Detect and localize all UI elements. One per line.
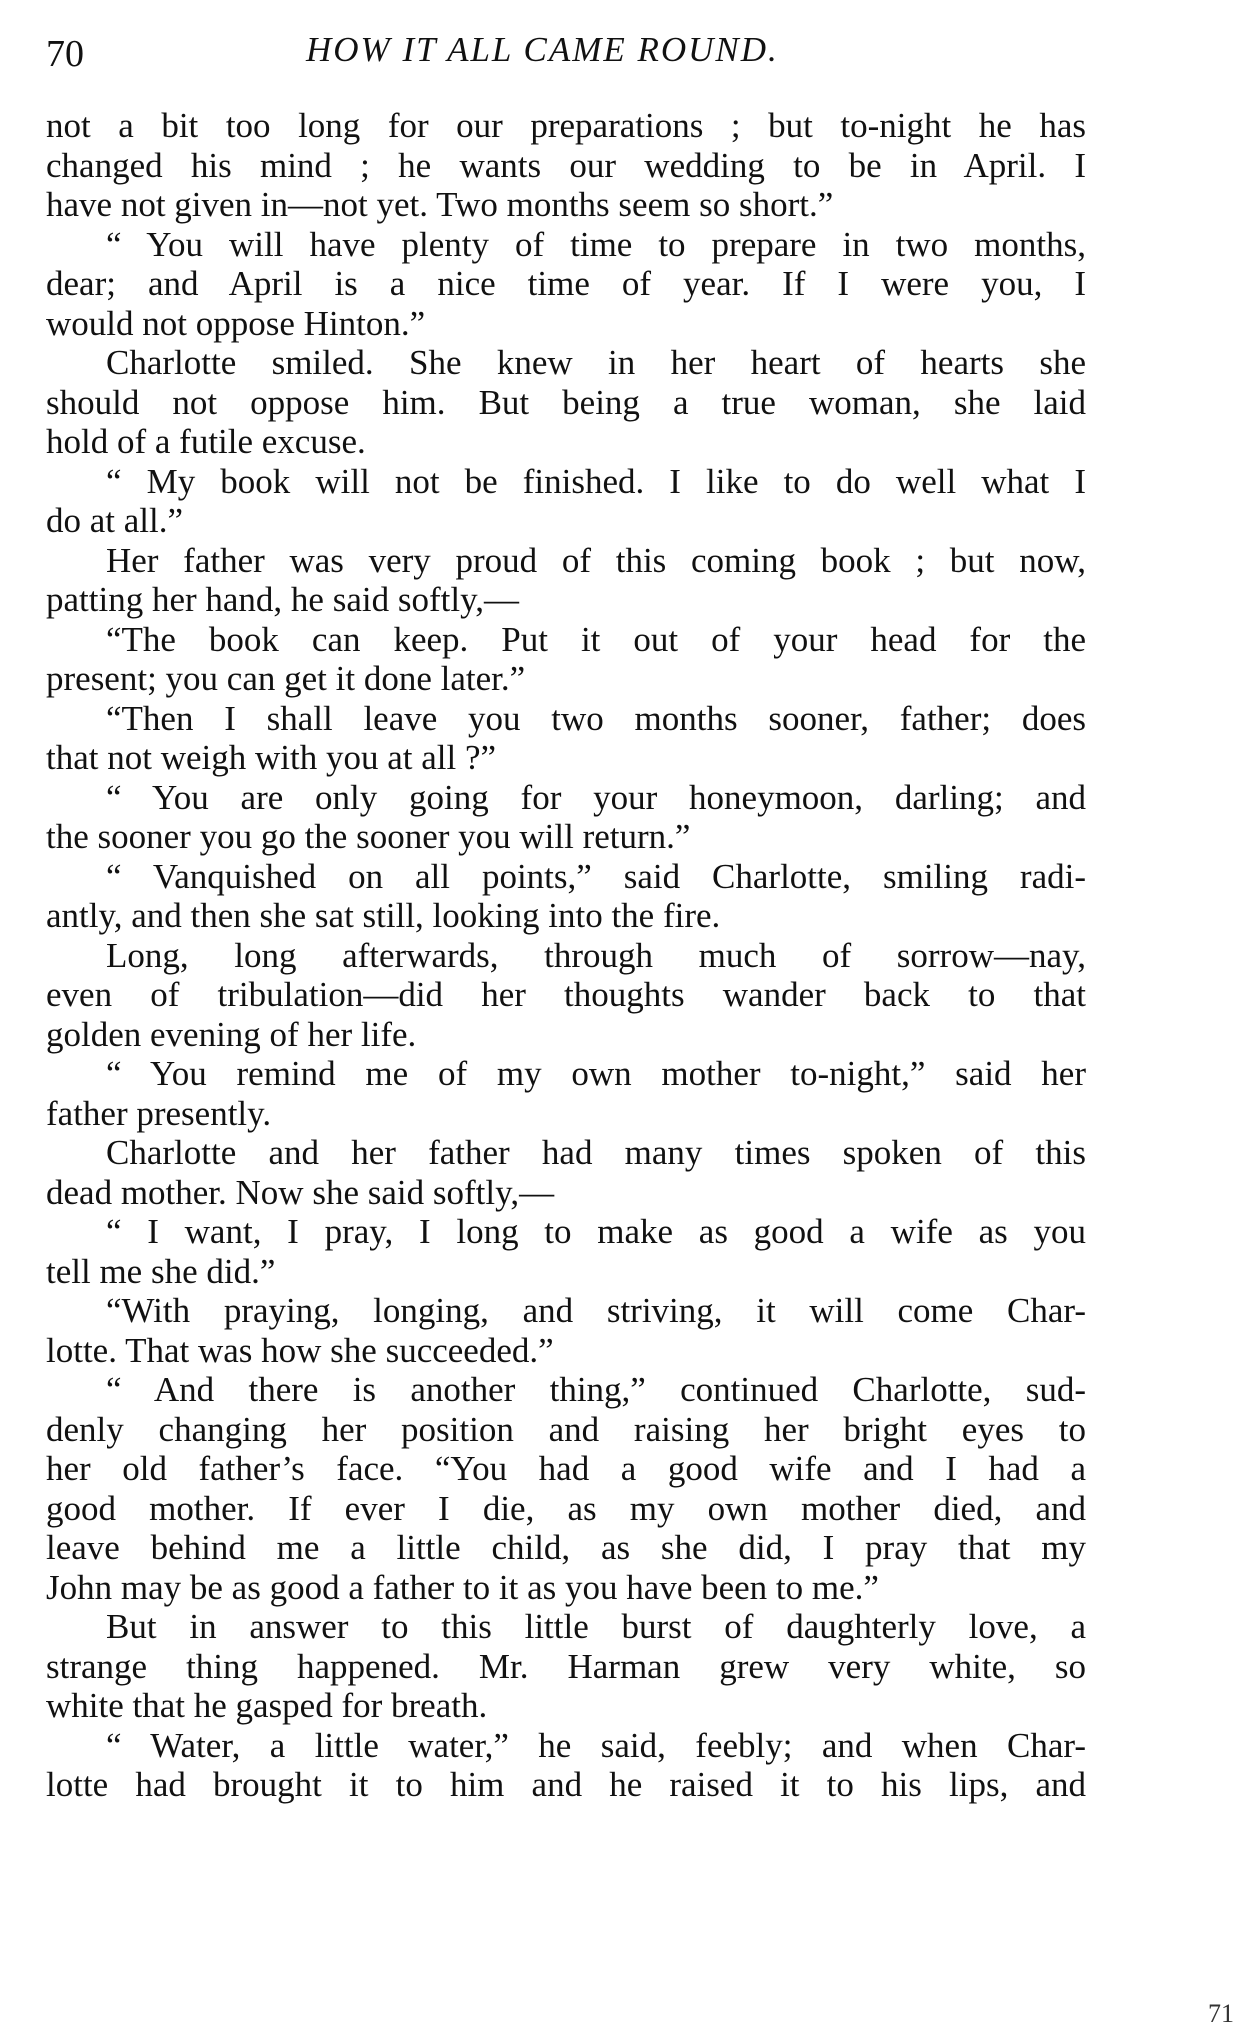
- text-line: her old father’s face. “You had a good wife and I had a: [46, 1449, 1086, 1488]
- text-line: should not oppose him. But being a true woman, she laid: [46, 382, 1086, 422]
- text-line: “With praying, longing, and striving, it will come Char-: [106, 1291, 1086, 1330]
- text-line: John may be as good a father to it as you have been to me.”: [46, 1567, 879, 1607]
- text-line: even of tribulation—did her thoughts wander back to that: [46, 975, 1086, 1014]
- text-line: “ Water, a little water,” he said, feebly; and when Char-: [106, 1725, 1086, 1765]
- text-line: “ You are only going for your honeymoon, darling; and: [106, 777, 1086, 817]
- running-title: HOW IT ALL CAME ROUND.: [306, 30, 779, 69]
- text-line: patting her hand, he said softly,—: [46, 580, 520, 619]
- text-line: the sooner you go the sooner you will return.”: [46, 817, 691, 856]
- text-line: denly changing her position and raising her bright eyes to: [46, 1409, 1086, 1449]
- text-line: But in answer to this little burst of daughterly love, a: [106, 1607, 1086, 1646]
- text-line: Charlotte smiled. She knew in her heart of hearts she: [106, 343, 1086, 382]
- text-line: changed his mind ; he wants our wedding to be in April. I: [46, 145, 1086, 185]
- next-page-mark: 71: [1208, 1999, 1234, 2028]
- text-line: “ I want, I pray, I long to make as good a wife as you: [106, 1212, 1086, 1251]
- text-line: father presently.: [46, 1093, 272, 1133]
- body-text: [46, 106, 1086, 1805]
- text-line: “ You remind me of my own mother to-night,” said her: [106, 1054, 1086, 1093]
- text-line: that not weigh with you at all ?”: [46, 738, 497, 777]
- text-line: not a bit too long for our preparations ; but to-night he has: [46, 106, 1086, 145]
- page-header: [46, 26, 1086, 76]
- text-line: “ Vanquished on all points,” said Charlotte, smiling radi-: [106, 856, 1086, 896]
- text-line: tell me she did.”: [46, 1251, 276, 1291]
- text-line: lotte had brought it to him and he raised it to his lips, and: [46, 1765, 1086, 1804]
- text-line: hold of a futile excuse.: [46, 422, 366, 461]
- text-line: dead mother. Now she said softly,—: [46, 1172, 555, 1212]
- page-number: 70: [46, 33, 84, 75]
- text-line: antly, and then she sat still, looking into the fire.: [46, 896, 721, 935]
- text-line: Her father was very proud of this coming book ; but now,: [106, 540, 1086, 580]
- text-line: Long, long afterwards, through much of sorrow—nay,: [106, 935, 1086, 975]
- text-line: “ You will have plenty of time to prepare in two months,: [106, 224, 1086, 264]
- text-line: dear; and April is a nice time of year. If I were you, I: [46, 264, 1086, 303]
- text-line: Charlotte and her father had many times spoken of this: [106, 1133, 1086, 1172]
- text-line: leave behind me a little child, as she did, I pray that my: [46, 1528, 1086, 1567]
- text-line: “ My book will not be finished. I like to do well what I: [106, 461, 1086, 501]
- text-line: strange thing happened. Mr. Harman grew very white, so: [46, 1646, 1086, 1686]
- text-line: “Then I shall leave you two months sooner, father; does: [106, 698, 1086, 738]
- text-line: lotte. That was how she succeeded.”: [46, 1330, 554, 1370]
- text-line: present; you can get it done later.”: [46, 659, 526, 698]
- text-line: “The book can keep. Put it out of your head for the: [106, 619, 1086, 659]
- text-line: have not given in—not yet. Two months seem so short.”: [46, 185, 834, 224]
- text-line: white that he gasped for breath.: [46, 1686, 488, 1725]
- text-line: do at all.”: [46, 501, 184, 540]
- text-line: “ And there is another thing,” continued Charlotte, sud-: [106, 1370, 1086, 1409]
- text-line: golden evening of her life.: [46, 1014, 417, 1054]
- text-line: good mother. If ever I die, as my own mother died, and: [46, 1488, 1086, 1528]
- text-line: would not oppose Hinton.”: [46, 303, 426, 343]
